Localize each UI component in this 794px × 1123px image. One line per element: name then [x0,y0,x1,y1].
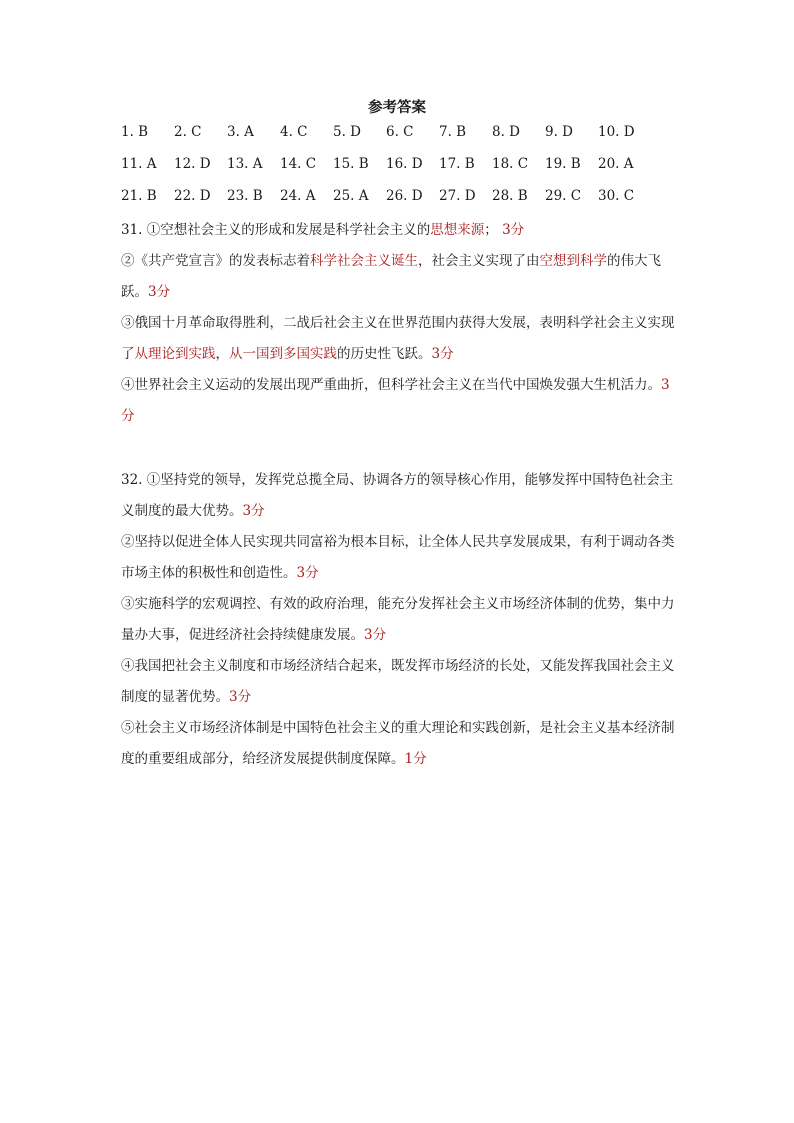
answer-cell: 7. B [439,124,467,140]
answer-cell: 11. A [121,156,157,172]
question-32-answer [121,465,681,775]
answer-text: 31. ①空想社会主义的形成和发展是科学社会主义的 [121,222,431,238]
answer-cell: 14. C [280,156,317,172]
answer-cell: 29. C [545,188,582,204]
answer-cell: 27. D [439,188,476,204]
score-label: 3分 [431,346,454,362]
score-label: 3分 [229,689,252,705]
answer-cell: 28. B [492,188,528,204]
answer-cell: 18. C [492,156,529,172]
answer-cell: 25. A [333,188,369,204]
answer-text: ②坚持以促进全体人民实现共同富裕为根本目标，让全体人民共享发展成果，有利于调动各类市场主体的积极性和创造性。 [121,534,675,581]
answer-row [121,122,651,154]
answer-text: ； [484,222,503,238]
answer-cell: 1. B [121,124,149,140]
answer-cell: 10. D [598,124,635,140]
answer-cell: 22. D [174,188,211,204]
answer-text: 的历史性飞跃。 [337,346,432,362]
answer-cell: 23. B [227,188,263,204]
score-label: 3分 [296,565,319,581]
answer-paragraph [121,651,681,713]
score-label: 3分 [502,222,525,238]
answer-text: ③实施科学的宏观调控、有效的政府治理，能充分发挥社会主义市场经济体制的优势，集中力量办大事，促进经济社会持续健康发展。 [121,596,675,643]
answer-cell: 9. D [545,124,573,140]
score-label: 3分 [121,377,670,424]
answer-paragraph [121,308,681,370]
answer-text: ④我国把社会主义制度和市场经济结合起来，既发挥市场经济的长处，又能发挥我国社会主义制度的显著优势。 [121,658,675,705]
answer-cell: 8. D [492,124,520,140]
answer-cell: 2. C [174,124,202,140]
answer-paragraph [121,713,681,775]
question-31-answer [121,215,681,432]
key-point: 空想到科学 [539,253,607,269]
answer-text: ，社会主义实现了由 [418,253,540,269]
key-point: 从理论到实践 [134,346,216,362]
answer-paragraph [121,527,681,589]
score-label: 3分 [364,627,387,643]
answer-cell: 3. A [227,124,254,140]
answer-paragraph [121,246,681,308]
answer-cell: 6. C [386,124,414,140]
answer-text: 的伟大飞跃。 [121,253,661,300]
answer-cell: 30. C [598,188,635,204]
score-label: 3分 [242,503,265,519]
answer-cell: 20. A [598,156,634,172]
answer-cell: 4. C [280,124,308,140]
answer-cell: 26. D [386,188,423,204]
answer-text: ④世界社会主义运动的发展出现严重曲折，但科学社会主义在当代中国焕发强大生机活力。 [121,377,661,393]
answer-row [121,154,651,186]
answer-cell: 19. B [545,156,581,172]
answer-paragraph [121,215,681,246]
page-title: 参考答案 [368,100,426,116]
key-point: 从一国到多国实践 [229,346,337,362]
key-point: 科学社会主义诞生 [310,253,418,269]
answer-text: ③俄国十月革命取得胜利，二战后社会主义在世界范围内获得大发展，表明科学社会主义实现了 [121,315,675,362]
answer-cell: 15. B [333,156,369,172]
answer-cell: 12. D [174,156,211,172]
key-point: 思想来源 [430,222,485,238]
answer-cell: 21. B [121,188,157,204]
answer-text: ⑤社会主义市场经济体制是中国特色社会主义的重大理论和实践创新，是社会主义基本经济制度的重要组成部分，给经济发展提供制度保障。 [121,720,675,767]
score-label: 1分 [404,751,427,767]
answer-paragraph [121,589,681,651]
answer-text: 32. ①坚持党的领导，发挥党总揽全局、协调各方的领导核心作用，能够发挥中国特色社会主义制度的最大优势。 [121,472,674,519]
answer-cell: 16. D [386,156,423,172]
answer-row [121,186,651,218]
answer-text: ， [215,346,229,362]
answer-cell: 13. A [227,156,263,172]
score-label: 3分 [148,284,171,300]
answer-cell: 17. B [439,156,475,172]
answer-cell: 5. D [333,124,361,140]
answer-cell: 24. A [280,188,316,204]
choice-answers [121,122,651,218]
answer-paragraph [121,370,681,432]
answer-paragraph [121,465,681,527]
answer-text: ②《共产党宣言》的发表标志着 [121,253,310,269]
